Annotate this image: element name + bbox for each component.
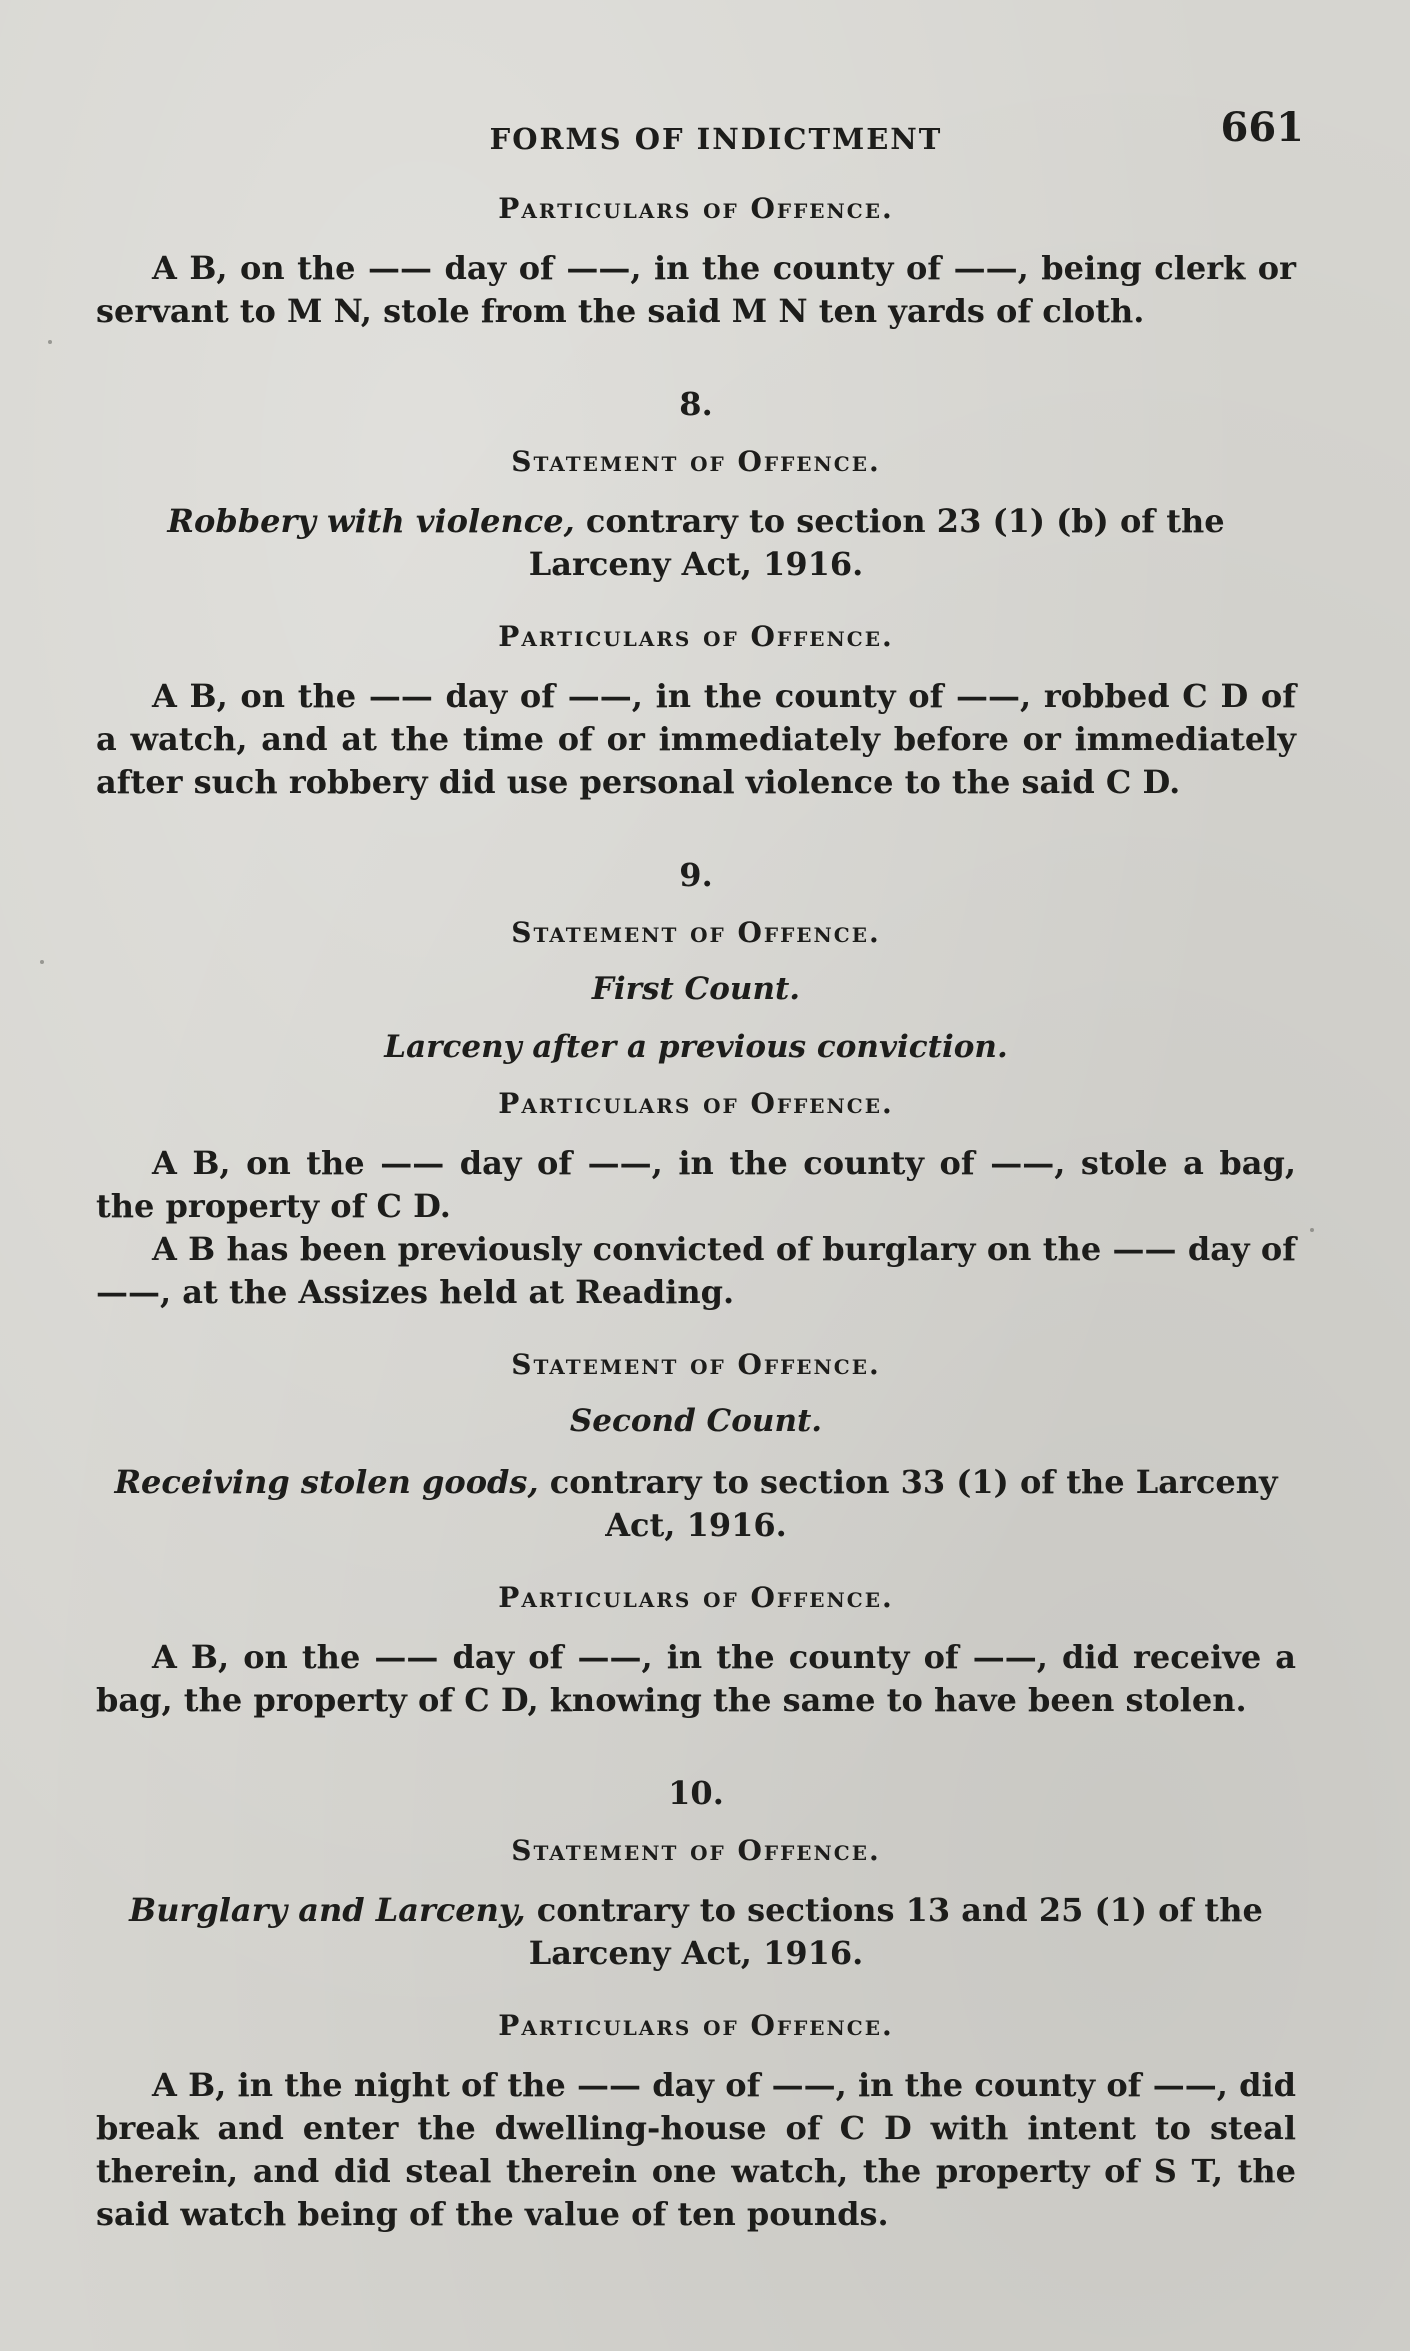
count-label: First Count. xyxy=(591,971,801,1007)
particulars-heading: Particulars of Offence. xyxy=(498,1581,894,1614)
statement-text xyxy=(96,1889,1296,1975)
running-head xyxy=(96,100,1304,170)
particulars-text: A B, in the night of the —— day of ——, in the county of ——, did break and enter the dwelling-house of C D with intent to steal therein, and did steal therein one watch, the property of S T, the said watch being of the value of ten pounds. xyxy=(96,2066,1296,2233)
statement-heading: Statement of Offence. xyxy=(511,1834,881,1867)
particulars-heading: Particulars of Offence. xyxy=(498,2009,894,2042)
form-number: 8. xyxy=(679,385,713,423)
running-head-title: FORMS OF INDICTMENT xyxy=(489,122,943,156)
count-label: Second Count. xyxy=(569,1403,823,1439)
page-number: 661 xyxy=(1220,104,1304,151)
particulars-text: A B, on the —— day of ——, in the county of ——, did receive a bag, the property of C D, knowing the same to have been stolen. xyxy=(96,1638,1296,1719)
particulars-heading: Particulars of Offence. xyxy=(498,1087,894,1120)
statement-text xyxy=(96,1461,1296,1547)
statement-rest: contrary to section 33 (1) of the Larceny Act, 1916. xyxy=(538,1463,1278,1544)
statement-rest: contrary to sections 13 and 25 (1) of the Larceny Act, 1916. xyxy=(525,1891,1263,1972)
particulars-text: A B, on the —— day of ——, in the county of ——, robbed C D of a watch, and at the time of or immediately before or immediately after such robbery did use personal violence to the said C D. xyxy=(96,677,1296,801)
form-number: 10. xyxy=(668,1774,724,1812)
particulars-heading: Particulars of Offence. xyxy=(498,620,894,653)
statement-heading: Statement of Offence. xyxy=(511,1348,881,1381)
offence-name: Burglary and Larceny, xyxy=(129,1891,526,1929)
particulars-text: A B, on the —— day of ——, in the county of ——, being clerk or servant to M N, stole from the said M N ten yards of cloth. xyxy=(96,249,1296,330)
offence-name: Robbery with violence, xyxy=(167,502,575,540)
statement-heading: Statement of Offence. xyxy=(511,916,881,949)
paper-speck xyxy=(40,960,44,964)
paper-speck xyxy=(48,340,52,344)
particulars-heading: Particulars of Offence. xyxy=(498,192,894,225)
form-number: 9. xyxy=(679,856,713,894)
statement-heading: Statement of Offence. xyxy=(511,445,881,478)
offence-name: Receiving stolen goods, xyxy=(114,1463,539,1501)
paper-speck xyxy=(1310,1228,1314,1232)
statement-rest: contrary to section 23 (1) (b) of the Larceny Act, 1916. xyxy=(528,502,1225,583)
text-column xyxy=(96,100,1304,2236)
statement-text xyxy=(96,500,1296,586)
particulars-text: A B has been previously convicted of burglary on the —— day of ——, at the Assizes held at Reading. xyxy=(96,1230,1296,1311)
particulars-text: A B, on the —— day of ——, in the county of ——, stole a bag, the property of C D. xyxy=(96,1144,1296,1225)
statement-text: Larceny after a previous conviction. xyxy=(384,1029,1008,1065)
